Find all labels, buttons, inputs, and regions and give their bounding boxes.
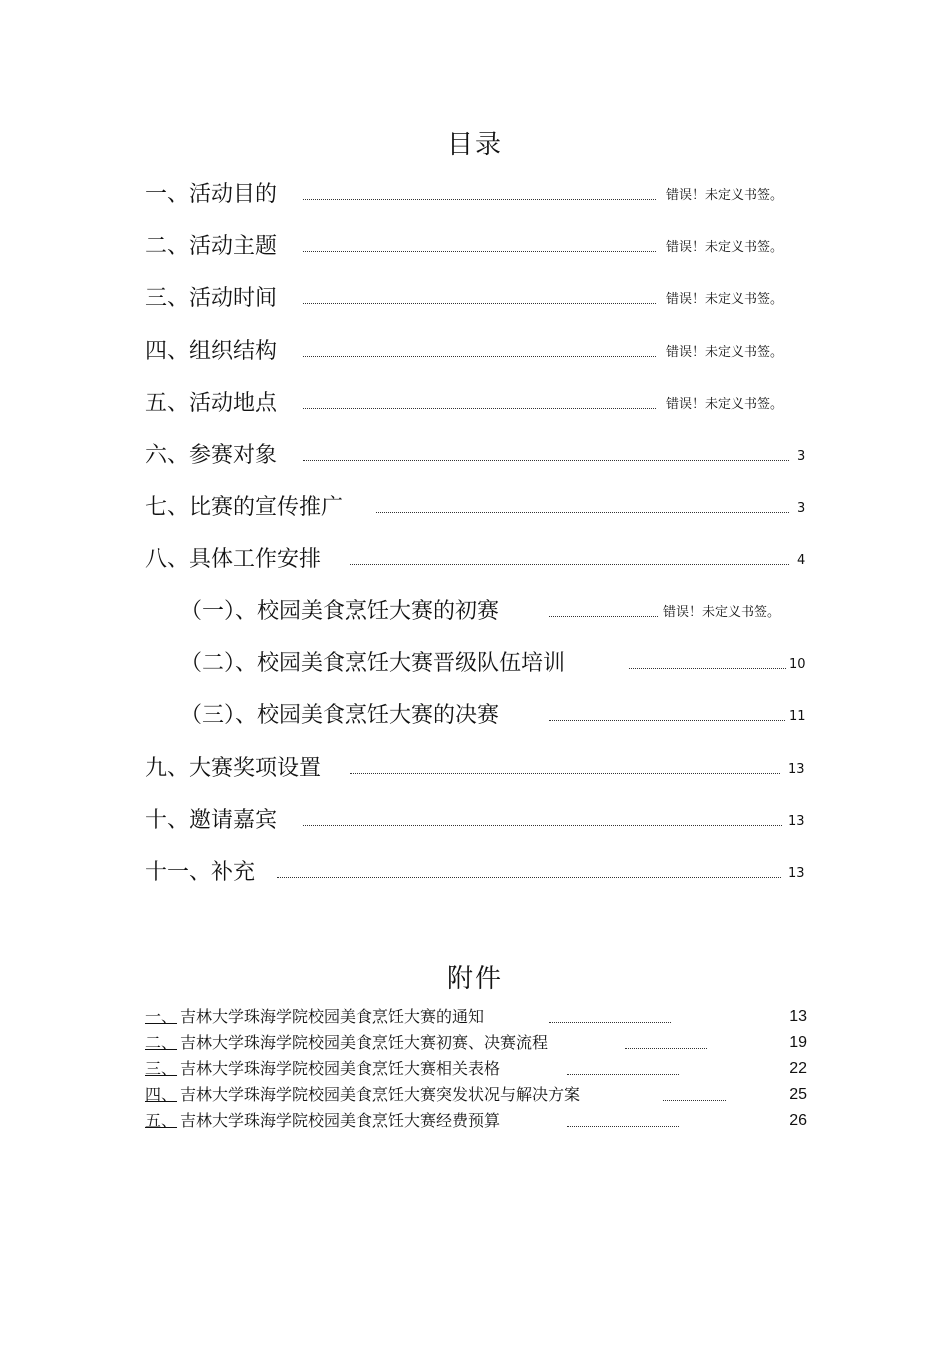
toc-title: 目录 [446,130,503,160]
appendix-entry-number: 三、 [145,1059,178,1078]
toc-entry[interactable] [0,180,950,210]
toc-entry-label: 十、邀请嘉宾 [145,808,278,833]
toc-dot-leader [303,460,789,461]
appendix-entry-page: 25 [789,1086,807,1103]
toc-entry-page: 13 [788,814,805,829]
appendix-entry-text: 吉林大学珠海学院校园美食烹饪大赛相关表格 [180,1059,501,1078]
appendix-entry-number: 四、 [145,1085,178,1104]
toc-entry-page: 错误！未定义书签。 [666,188,784,203]
toc-dot-leader [303,825,782,826]
toc-dot-leader [303,303,656,304]
appendix-entry-text: 吉林大学珠海学院校园美食烹饪大赛的通知 [180,1007,485,1026]
appendix-entry-page: 26 [789,1112,807,1129]
toc-entry[interactable] [0,754,950,784]
toc-entry-page: 错误！未定义书签。 [666,397,784,412]
appendix-entry-page: 22 [789,1060,807,1077]
toc-entry-page: 3 [797,501,806,516]
appendix-entry[interactable] [0,1006,950,1028]
toc-entry[interactable] [0,701,950,731]
toc-entry[interactable] [0,858,950,888]
appendix-entry-number: 一、 [145,1007,178,1026]
appendix-dot-leader [567,1126,679,1127]
toc-entry-label: 二、活动主题 [145,234,278,259]
toc-dot-leader [350,564,789,565]
appendix-title: 附件 [446,964,503,994]
toc-entry-page: 11 [789,709,806,724]
appendix-entry[interactable] [0,1058,950,1080]
toc-entry-page: 错误！未定义书签。 [666,240,784,255]
toc-entry[interactable] [0,545,950,575]
toc-entry-label: （一）、校园美食烹饪大赛的初赛 [180,599,500,624]
toc-entry-label: （二）、校园美食烹饪大赛晋级队伍培训 [180,651,566,676]
toc-entry-label: 五、活动地点 [145,391,278,416]
toc-dot-leader [549,616,658,617]
toc-entry[interactable] [0,441,950,471]
appendix-entry[interactable] [0,1032,950,1054]
toc-entry[interactable] [0,597,950,627]
toc-entry-label: （三）、校园美食烹饪大赛的决赛 [180,703,500,728]
appendix-entry-number: 五、 [145,1111,178,1130]
toc-dot-leader [303,199,656,200]
toc-entry-page: 13 [788,762,805,777]
appendix-entry-text: 吉林大学珠海学院校园美食烹饪大赛初赛、决赛流程 [180,1033,549,1052]
appendix-dot-leader [663,1100,726,1101]
toc-dot-leader [549,720,785,721]
toc-dot-leader [376,512,789,513]
toc-entry-page: 错误！未定义书签。 [666,345,784,360]
appendix-dot-leader [567,1074,679,1075]
toc-entry[interactable] [0,806,950,836]
appendix-entry-number: 二、 [145,1033,178,1052]
toc-entry[interactable] [0,493,950,523]
toc-entry[interactable] [0,337,950,367]
toc-dot-leader [303,356,656,357]
toc-entry-label: 四、组织结构 [145,339,278,364]
toc-entry-label: 九、大赛奖项设置 [145,756,322,781]
toc-entry-page: 13 [788,866,805,881]
toc-entry[interactable] [0,649,950,679]
appendix-entry-text: 吉林大学珠海学院校园美食烹饪大赛经费预算 [180,1111,501,1130]
toc-entry-page: 10 [789,657,806,672]
toc-entry-page: 错误！未定义书签。 [666,292,784,307]
toc-dot-leader [277,877,781,878]
toc-entry-page: 3 [797,449,806,464]
toc-entry-label: 七、比赛的宣传推广 [145,495,344,520]
toc-entry-page: 错误！未定义书签。 [663,605,781,620]
appendix-dot-leader [549,1022,671,1023]
appendix-entry-text: 吉林大学珠海学院校园美食烹饪大赛突发状况与解决方案 [180,1085,581,1104]
toc-entry[interactable] [0,232,950,262]
toc-entry-page: 4 [797,553,806,568]
toc-dot-leader [303,251,656,252]
appendix-entry-page: 19 [789,1034,807,1051]
toc-entry[interactable] [0,389,950,419]
appendix-dot-leader [625,1048,707,1049]
toc-entry-label: 六、参赛对象 [145,443,278,468]
toc-entry-label: 十一、补充 [145,860,256,885]
toc-dot-leader [303,408,656,409]
toc-entry[interactable] [0,284,950,314]
appendix-entry-page: 13 [789,1008,807,1025]
toc-entry-label: 三、活动时间 [145,286,278,311]
appendix-entry[interactable] [0,1110,950,1132]
toc-dot-leader [350,773,780,774]
toc-entry-label: 一、活动目的 [145,182,278,207]
appendix-entry[interactable] [0,1084,950,1106]
toc-entry-label: 八、具体工作安排 [145,547,322,572]
toc-dot-leader [629,668,786,669]
